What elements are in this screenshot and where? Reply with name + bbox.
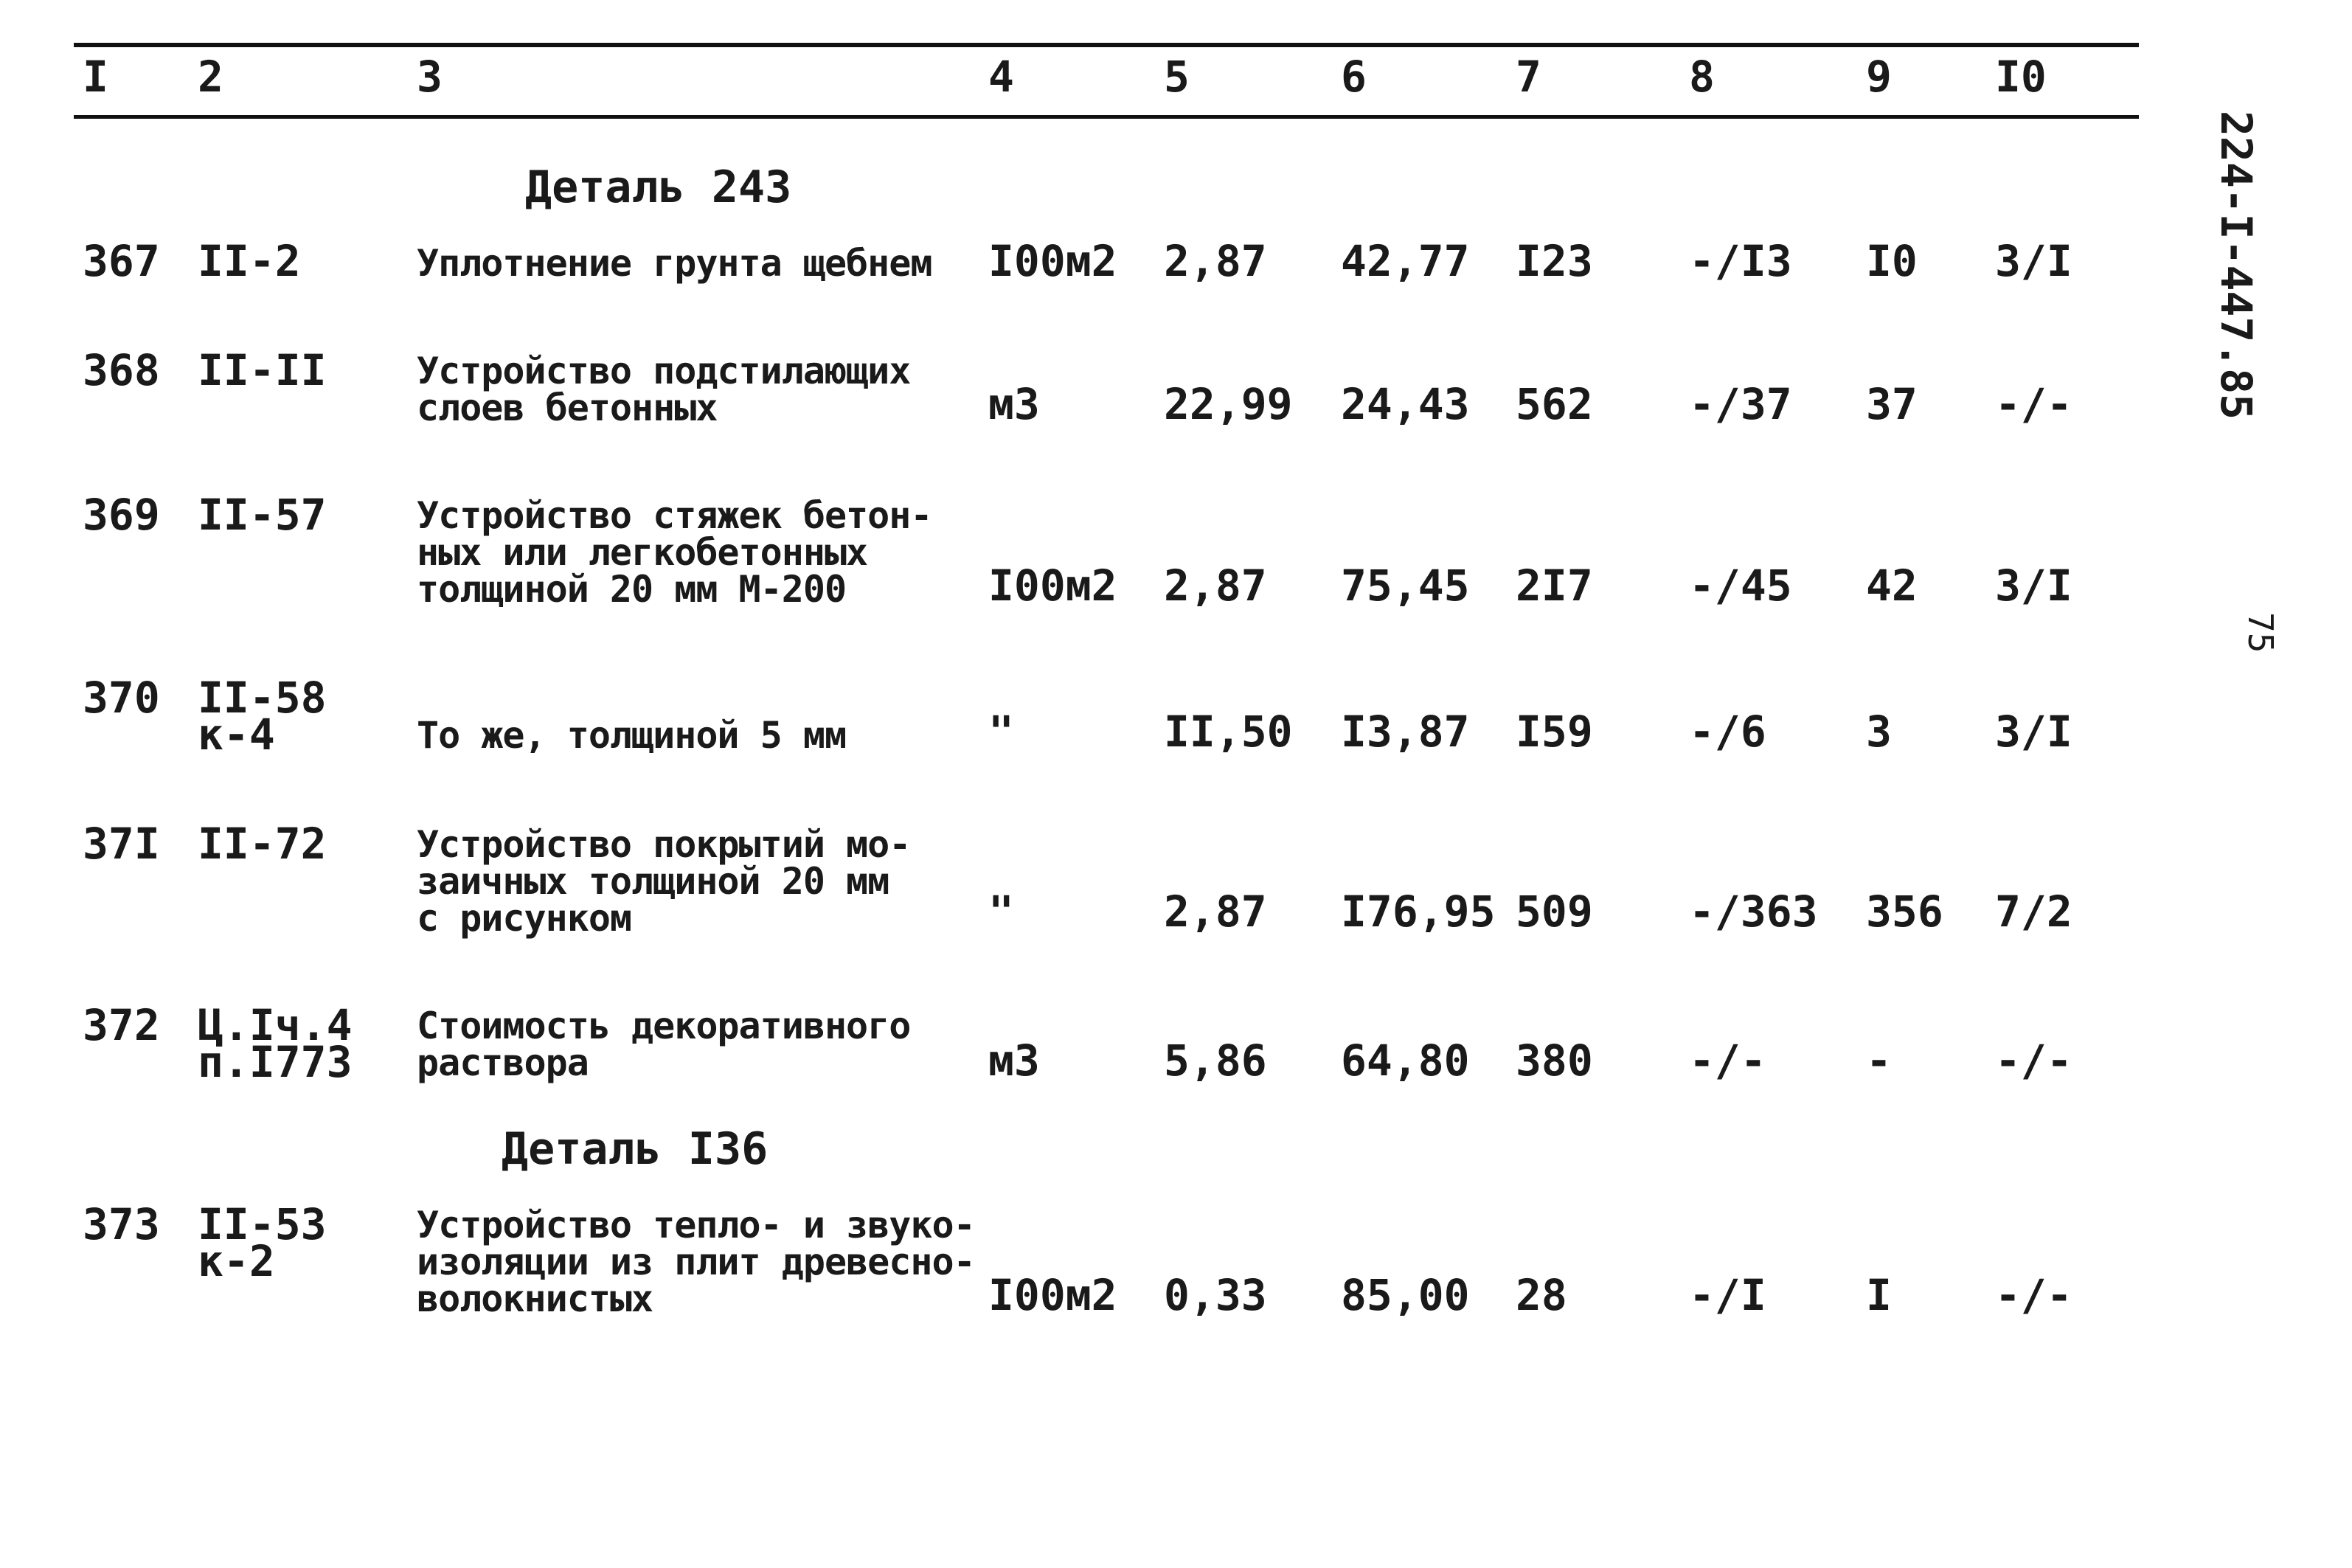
column-header-5: 5 [1164, 52, 1190, 102]
unit: м3 [988, 1035, 1040, 1086]
work-description: Уплотнение грунта щебнем [417, 242, 932, 285]
work-description-line: заичных толщиной 20 мм [417, 860, 889, 903]
unit: м3 [988, 379, 1040, 429]
norm-code: II-2 [198, 236, 301, 286]
row-number: 367 [83, 236, 160, 286]
quantity: 0,33 [1164, 1270, 1267, 1320]
total-cost: 509 [1516, 887, 1593, 937]
column-8-value: -/363 [1689, 887, 1818, 937]
column-10-value: -/- [1995, 379, 2072, 429]
unit-price: 64,80 [1341, 1035, 1470, 1086]
column-header-1: I [83, 52, 108, 102]
unit: I00м2 [988, 1270, 1117, 1320]
unit-price: 75,45 [1341, 561, 1470, 611]
work-description-line: слоев бетонных [417, 386, 718, 429]
work-description-line: изоляции из плит древесно- [417, 1241, 975, 1283]
unit-price: I3,87 [1341, 707, 1470, 757]
row-number: 373 [83, 1199, 160, 1249]
unit-price: 42,77 [1341, 236, 1470, 286]
unit: I00м2 [988, 236, 1117, 286]
column-10-value: 3/I [1995, 236, 2072, 286]
column-10-value: 3/I [1995, 707, 2072, 757]
column-header-4: 4 [988, 52, 1014, 102]
work-description-line: Устройство тепло- и звуко- [417, 1204, 975, 1246]
column-10-value: 7/2 [1995, 887, 2072, 937]
column-10-value: -/- [1995, 1270, 2072, 1320]
quantity: 22,99 [1164, 379, 1293, 429]
quantity: II,50 [1164, 707, 1293, 757]
column-10-value: -/- [1995, 1035, 2072, 1086]
norm-code-line: к-2 [198, 1236, 275, 1286]
quantity: 2,87 [1164, 561, 1267, 611]
work-description-line: ных или легкобетонных [417, 531, 868, 574]
work-description-line: Устройство покрытий мо- [417, 823, 911, 866]
column-header-10: I0 [1995, 52, 2047, 102]
section-title: Деталь 243 [525, 162, 792, 213]
page-number: 75 [2241, 612, 2280, 653]
work-description: То же, толщиной 5 мм [417, 714, 847, 757]
column-9-value: 42 [1866, 561, 1918, 611]
work-description-line: волокнистых [417, 1277, 653, 1320]
norm-code-line: II-53 [198, 1199, 327, 1249]
norm-code-line: п.I773 [198, 1037, 353, 1087]
column-9-value: I0 [1866, 236, 1918, 286]
norm-code: II-57 [198, 490, 327, 540]
column-9-value: - [1866, 1035, 1892, 1086]
unit: I00м2 [988, 561, 1117, 611]
column-8-value: -/37 [1689, 379, 1792, 429]
unit-price: I76,95 [1341, 887, 1496, 937]
work-description-line: Стоимость декоративного [417, 1005, 911, 1047]
column-9-value: I [1866, 1270, 1892, 1320]
column-header-8: 8 [1689, 52, 1715, 102]
column-header-2: 2 [198, 52, 223, 102]
total-cost: 380 [1516, 1035, 1593, 1086]
column-8-value: -/45 [1689, 561, 1792, 611]
column-10-value: 3/I [1995, 561, 2072, 611]
column-9-value: 37 [1866, 379, 1918, 429]
work-description-line: Устройство стяжек бетон- [417, 494, 932, 537]
row-number: 369 [83, 490, 160, 540]
norm-code: II-II [198, 345, 327, 395]
quantity: 5,86 [1164, 1035, 1267, 1086]
column-header-9: 9 [1866, 52, 1892, 102]
total-cost: 562 [1516, 379, 1593, 429]
column-8-value: -/6 [1689, 707, 1766, 757]
table-top-rule [74, 43, 2139, 47]
row-number: 37I [83, 819, 160, 869]
total-cost: 2I7 [1516, 561, 1593, 611]
row-number: 372 [83, 1000, 160, 1050]
column-9-value: 356 [1866, 887, 1943, 937]
norm-code-line: II-58 [198, 673, 327, 723]
column-9-value: 3 [1866, 707, 1892, 757]
column-header-6: 6 [1341, 52, 1367, 102]
total-cost: I59 [1516, 707, 1593, 757]
work-description-line: толщиной 20 мм М-200 [417, 568, 847, 611]
column-8-value: -/I [1689, 1270, 1766, 1320]
row-number: 368 [83, 345, 160, 395]
section-title: Деталь I36 [502, 1123, 769, 1175]
norm-code: II-72 [198, 819, 327, 869]
header-bottom-rule [74, 115, 2139, 119]
quantity: 2,87 [1164, 887, 1267, 937]
column-header-3: 3 [417, 52, 443, 102]
norm-code-line: Ц.Iч.4 [198, 1000, 353, 1050]
column-8-value: -/I3 [1689, 236, 1792, 286]
total-cost: I23 [1516, 236, 1593, 286]
unit-price: 85,00 [1341, 1270, 1470, 1320]
document-code: 224-I-447.85 [2211, 111, 2261, 420]
unit: " [988, 707, 1014, 757]
work-description-line: Устройство подстилающих [417, 350, 911, 392]
unit-price: 24,43 [1341, 379, 1470, 429]
total-cost: 28 [1516, 1270, 1567, 1320]
work-description-line: раствора [417, 1041, 589, 1084]
column-8-value: -/- [1689, 1035, 1766, 1086]
unit: " [988, 887, 1014, 937]
quantity: 2,87 [1164, 236, 1267, 286]
row-number: 370 [83, 673, 160, 723]
column-header-7: 7 [1516, 52, 1541, 102]
work-description-line: с рисунком [417, 897, 632, 940]
norm-code-line: к-4 [198, 710, 275, 760]
